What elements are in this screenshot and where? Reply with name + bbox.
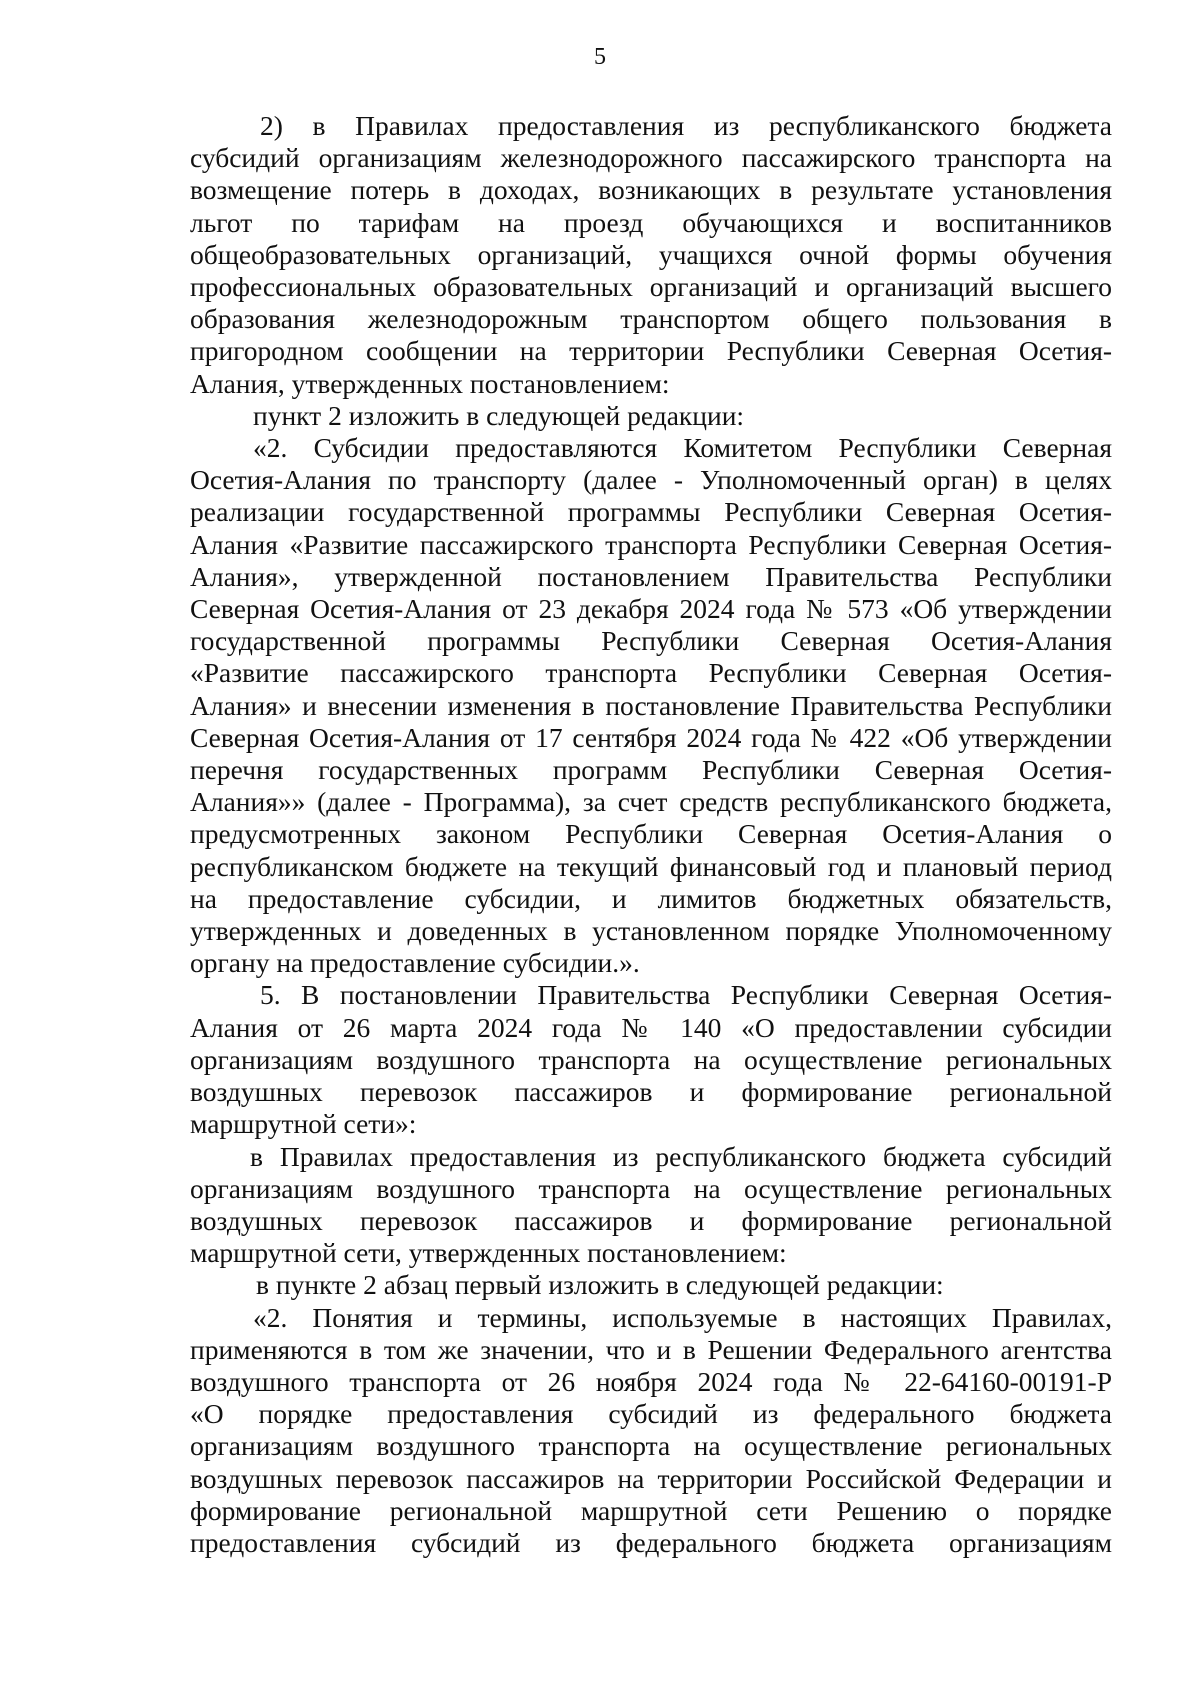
text-line: общеобразовательных организаций, учащихся очной формы обучения xyxy=(190,238,1112,270)
text-line: воздушного транспорта от 26 ноября 2024 года № 22-64160-00191-Р xyxy=(190,1365,1112,1397)
paragraph-point-2-new-text xyxy=(190,432,1112,979)
text-line: «О порядке предоставления субсидий из федерального бюджета xyxy=(190,1398,1112,1430)
text-line: «Развитие пассажирского транспорта Республики Северная Осетия- xyxy=(190,657,1112,689)
text-line: в пункте 2 абзац первый изложить в следующей редакции: xyxy=(256,1269,944,1301)
text-line: воздушных перевозок пассажиров на территории Российской Федерации и xyxy=(190,1462,1112,1494)
text-line: возмещение потерь в доходах, возникающих в результате установления xyxy=(190,174,1112,206)
text-line: субсидий организациям железнодорожного пассажирского транспорта на xyxy=(190,142,1112,174)
text-line: воздушных перевозок пассажиров и формирование региональной xyxy=(190,1076,1112,1108)
text-line: формирование региональной маршрутной сети Решению о порядке xyxy=(190,1494,1112,1526)
text-line: Алания, утвержденных постановлением: xyxy=(190,367,670,399)
paragraph-air-rules xyxy=(190,1141,1112,1270)
text-line: утвержденных и доведенных в установленном порядке Уполномоченному xyxy=(190,915,1112,947)
text-line: образования железнодорожным транспортом общего пользования в xyxy=(190,303,1112,335)
paragraph-abzac-instruction xyxy=(190,1269,1112,1301)
text-line: профессиональных образовательных организаций и организаций высшего xyxy=(190,271,1112,303)
text-line: Алания «Развитие пассажирского транспорта Республики Северная Осетия- xyxy=(190,528,1112,560)
text-line: воздушных перевозок пассажиров и формирование региональной xyxy=(190,1204,1112,1236)
text-line: перечня государственных программ Республики Северная Осетия- xyxy=(190,754,1112,786)
text-line: Северная Осетия-Алания от 23 декабря 2024 года № 573 «Об утверждении xyxy=(190,593,1112,625)
text-line: пригородном сообщении на территории Республики Северная Осетия- xyxy=(190,335,1112,367)
text-line: Алания» и внесении изменения в постановление Правительства Республики xyxy=(190,689,1112,721)
text-line: в Правилах предоставления из республиканского бюджета субсидий xyxy=(250,1140,1112,1172)
text-line: Алания от 26 марта 2024 года № 140 «О предоставлении субсидии xyxy=(190,1011,1112,1043)
page-number: 5 xyxy=(594,44,606,70)
text-line: предоставления субсидий из федерального бюджета организациям xyxy=(190,1526,1112,1558)
text-line: Осетия-Алания по транспорту (далее - Уполномоченный орган) в целях xyxy=(190,464,1112,496)
text-line: Алания»» (далее - Программа), за счет средств республиканского бюджета, xyxy=(190,786,1112,818)
text-line: организациям воздушного транспорта на осуществление региональных xyxy=(190,1430,1112,1462)
text-line: на предоставление субсидии, и лимитов бюджетных обязательств, xyxy=(190,882,1112,914)
text-line: реализации государственной программы Республики Северная Осетия- xyxy=(190,496,1112,528)
text-line: маршрутной сети, утвержденных постановлением: xyxy=(190,1237,787,1269)
text-line: 2) в Правилах предоставления из республиканского бюджета xyxy=(260,110,1112,141)
text-line: льгот по тарифам на проезд обучающихся и воспитанников xyxy=(190,206,1112,238)
paragraph-railway-rules xyxy=(190,110,1112,400)
text-line: республиканском бюджете на текущий финансовый год и плановый период xyxy=(190,850,1112,882)
text-line: «2. Понятия и термины, используемые в настоящих Правилах, xyxy=(253,1301,1112,1333)
text-line: органу на предоставление субсидии.». xyxy=(190,947,640,979)
text-line: государственной программы Республики Северная Осетия-Алания xyxy=(190,625,1112,657)
text-line: маршрутной сети»: xyxy=(190,1108,417,1140)
text-line: 5. В постановлении Правительства Республики Северная Осетия- xyxy=(260,979,1112,1011)
text-line: организациям воздушного транспорта на осуществление региональных xyxy=(190,1172,1112,1204)
text-line: предусмотренных законом Республики Северная Осетия-Алания о xyxy=(190,818,1112,850)
paragraph-terms-new-text xyxy=(190,1302,1112,1560)
text-line: Алания», утвержденной постановлением Правительства Республики xyxy=(190,560,1112,592)
text-line: Северная Осетия-Алания от 17 сентября 2024 года № 422 «Об утверждении xyxy=(190,721,1112,753)
text-line: «2. Субсидии предоставляются Комитетом Республики Северная xyxy=(253,432,1112,464)
text-line: пункт 2 изложить в следующей редакции: xyxy=(253,399,745,431)
document-body xyxy=(190,110,1112,1559)
text-line: организациям воздушного транспорта на осуществление региональных xyxy=(190,1043,1112,1075)
paragraph-point-2-instruction xyxy=(190,400,1112,432)
text-line: применяются в том же значении, что и в Решении Федерального агентства xyxy=(190,1333,1112,1365)
paragraph-item-5 xyxy=(190,979,1112,1140)
